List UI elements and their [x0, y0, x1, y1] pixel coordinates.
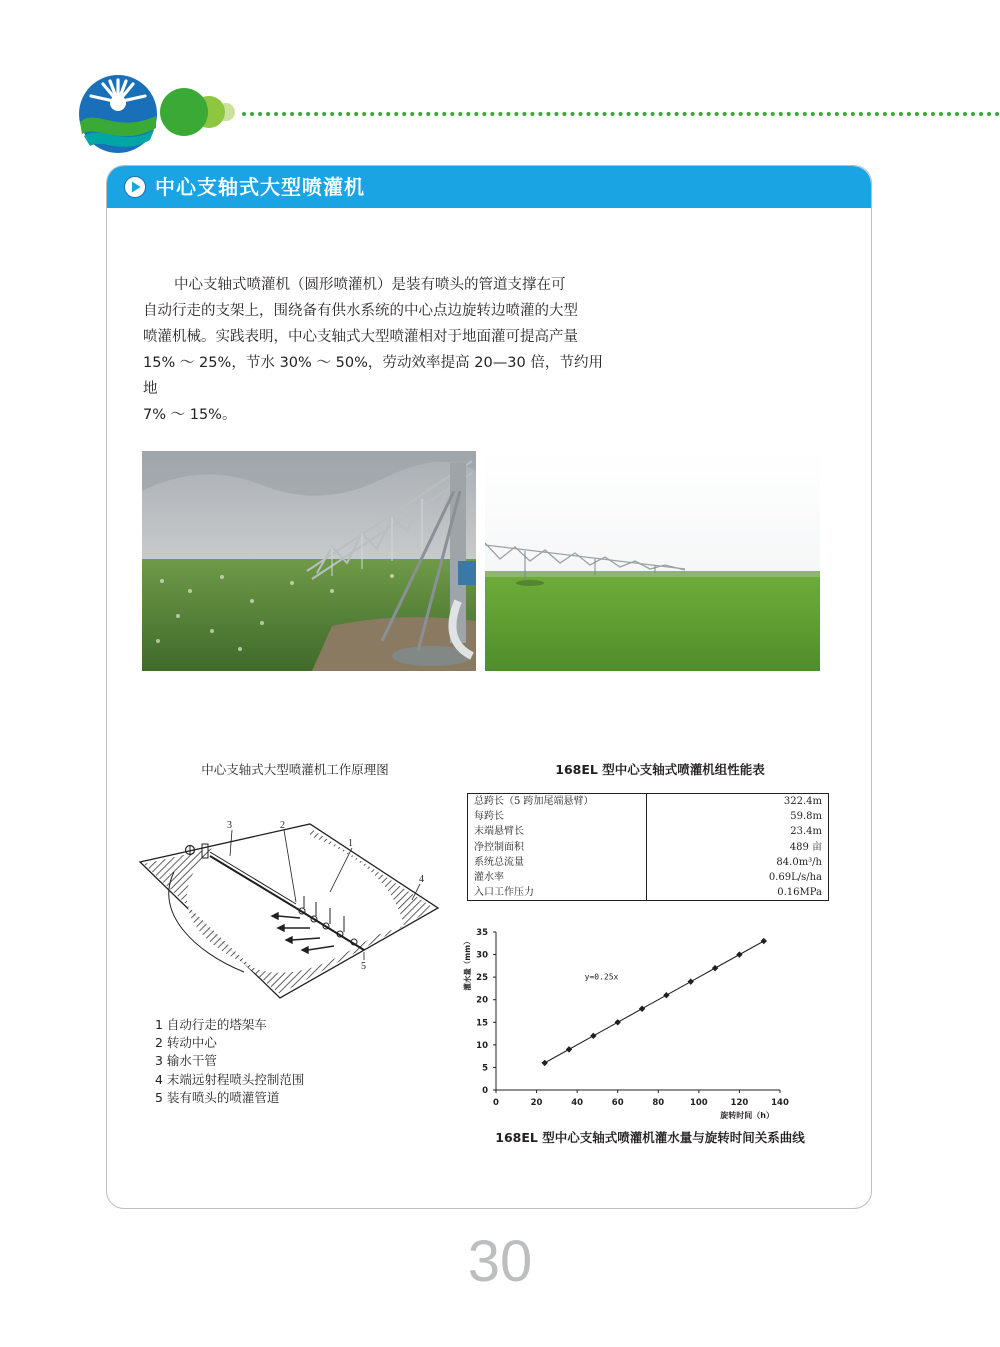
- legend-item: 3 输水干管: [155, 1053, 217, 1069]
- legend-item: 2 转动中心: [155, 1035, 217, 1051]
- y-tick-label: 35: [476, 928, 488, 938]
- y-tick-label: 15: [476, 1018, 488, 1029]
- brand-logo: [76, 72, 236, 158]
- y-tick-label: 10: [476, 1040, 488, 1051]
- legend-item: 5 装有喷头的喷灌管道: [155, 1089, 280, 1105]
- data-point: [688, 978, 694, 984]
- table-row: [468, 855, 829, 870]
- spec-label: 系统总流量: [468, 855, 647, 870]
- principle-diagram: [134, 812, 444, 1010]
- data-point: [663, 992, 669, 998]
- y-tick-label: 20: [476, 995, 488, 1006]
- y-tick-label: 30: [476, 950, 488, 961]
- callout-2: 2: [280, 820, 285, 831]
- spec-value: 23.4m: [647, 824, 829, 839]
- spec-label: 净控制面积: [468, 840, 647, 855]
- legend-item: 4 末端远射程喷头控制范围: [155, 1071, 305, 1087]
- callout-3: 3: [227, 820, 232, 831]
- intro-paragraph: [143, 272, 603, 428]
- x-tick-label: 120: [730, 1098, 749, 1108]
- header-dotted-rule: [242, 112, 1000, 116]
- diagram-title: 中心支轴式大型喷灌机工作原理图: [201, 762, 389, 777]
- spec-value: 322.4m: [647, 794, 829, 810]
- table-row: [468, 824, 829, 839]
- legend-item: 1 自动行走的塔架车: [155, 1017, 267, 1032]
- section-title-bar: [107, 166, 871, 208]
- intro-line: 自动行走的支架上，围绕备有供水系统的中心点边旋转边喷灌的大型: [143, 303, 578, 319]
- data-point: [615, 1019, 621, 1025]
- table-row: [468, 809, 829, 824]
- diagram-legend: [155, 1016, 304, 1107]
- spec-value: 84.0m³/h: [647, 855, 829, 870]
- data-point: [590, 1033, 596, 1039]
- x-tick-label: 80: [652, 1098, 665, 1108]
- intro-line: 7% ～ 15%。: [143, 407, 237, 423]
- table-row: [468, 794, 829, 810]
- intro-line: 15% ～ 25%，节水 30% ～ 50%，劳动效率提高 20—30 倍，节约用地: [143, 355, 603, 397]
- equation-annotation: y=0.25x: [584, 972, 619, 982]
- spec-table: [467, 793, 829, 901]
- irrigation-time-chart: [458, 922, 798, 1127]
- data-point: [541, 1060, 547, 1066]
- x-tick-label: 0: [493, 1098, 499, 1108]
- chart-caption: 168EL 型中心支轴式喷灌机灌水量与旋转时间关系曲线: [495, 1130, 805, 1145]
- y-tick-label: 5: [482, 1063, 488, 1074]
- pivot-field-photo: [485, 451, 820, 671]
- intro-line: 中心支轴式喷灌机（圆形喷灌机）是装有喷头的管道支撑在可: [174, 277, 566, 293]
- callout-5: 5: [361, 961, 366, 972]
- table-row: [468, 870, 829, 885]
- data-point: [639, 1006, 645, 1012]
- callout-1: 1: [348, 838, 353, 849]
- x-tick-label: 60: [611, 1098, 624, 1108]
- data-point: [761, 938, 767, 944]
- spec-value: 489 亩: [647, 840, 829, 855]
- y-tick-label: 25: [476, 973, 488, 984]
- x-tick-label: 20: [530, 1098, 543, 1108]
- spec-value: 59.8m: [647, 809, 829, 824]
- callout-4: 4: [419, 874, 424, 885]
- spec-label: 总跨长（5 跨加尾端悬臂）: [468, 794, 647, 810]
- spec-label: 灌水率: [468, 870, 647, 885]
- y-axis-label: 灌水量（mm）: [463, 937, 472, 991]
- section-title: 中心支轴式大型喷灌机: [155, 175, 365, 199]
- intro-line: 喷灌机械。实践表明，中心支轴式大型喷灌相对于地面灌可提高产量: [143, 329, 578, 345]
- spec-label: 每跨长: [468, 809, 647, 824]
- data-point: [712, 965, 718, 971]
- pivot-tower-photo: [142, 451, 476, 671]
- x-axis-label: 旋转时间（h）: [720, 1111, 774, 1120]
- spec-label: 末端悬臂长: [468, 824, 647, 839]
- y-tick-label: 0: [482, 1086, 488, 1096]
- x-tick-label: 100: [689, 1098, 708, 1108]
- page-number: 30: [467, 1229, 533, 1294]
- data-point: [736, 951, 742, 957]
- data-point: [566, 1046, 572, 1052]
- series-line: [545, 941, 764, 1063]
- x-tick-label: 40: [571, 1098, 584, 1108]
- table-row: [468, 885, 829, 901]
- spec-value: 0.69L/s/ha: [647, 870, 829, 885]
- x-tick-label: 140: [771, 1098, 789, 1108]
- play-arrow-icon: [123, 175, 147, 199]
- spec-table-title: 168EL 型中心支轴式喷灌机组性能表: [555, 762, 765, 777]
- table-row: [468, 840, 829, 855]
- spec-label: 入口工作压力: [468, 885, 647, 901]
- spec-value: 0.16MPa: [647, 885, 829, 901]
